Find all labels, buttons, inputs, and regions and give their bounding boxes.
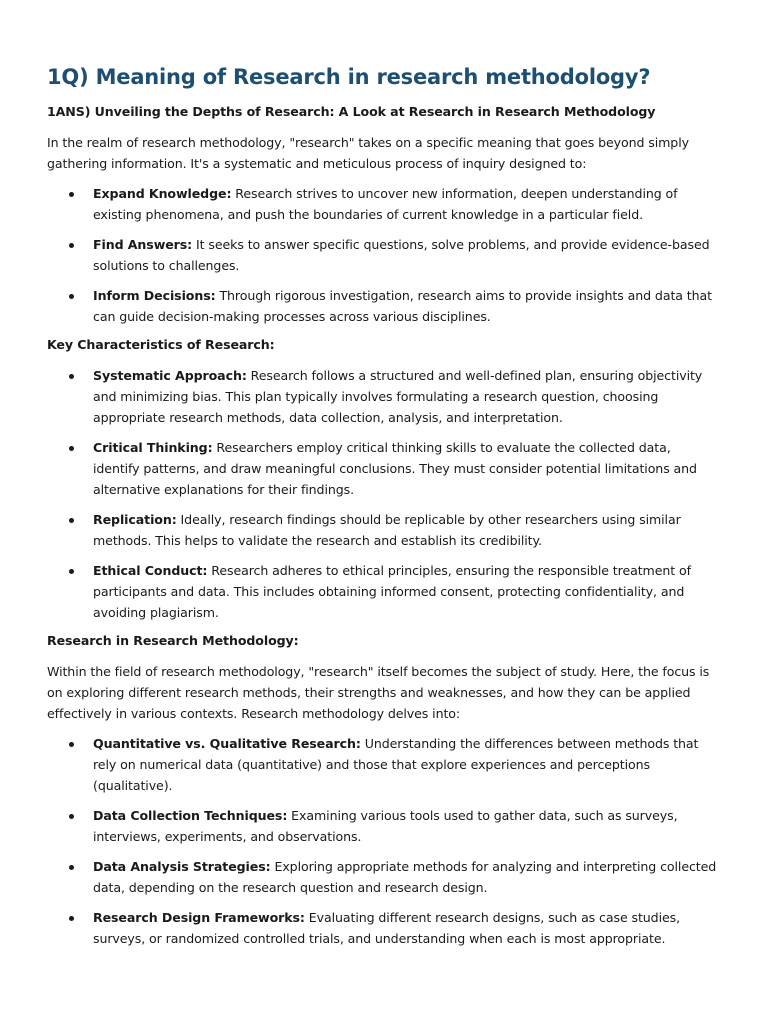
bullet-icon — [69, 742, 74, 747]
list-item — [47, 437, 720, 500]
section-heading: Key Characteristics of Research: — [47, 337, 275, 353]
list-item-term: Data Analysis Strategies: — [93, 858, 271, 874]
bullet-icon — [69, 243, 74, 248]
list-item-text: Research strives to uncover new information, deepen understanding of existing phenomena, and push the boundaries of current knowledge in a particular field. — [93, 186, 678, 223]
characteristics-list — [47, 365, 720, 623]
list-item-term: Critical Thinking: — [93, 440, 213, 456]
bullet-icon — [69, 446, 74, 451]
bullet-icon — [69, 814, 74, 819]
list-item — [47, 733, 720, 796]
page-title: 1Q) Meaning of Research in research methodology? — [47, 65, 651, 89]
list-item-term: Quantitative vs. Qualitative Research: — [93, 735, 361, 751]
bullet-icon — [69, 374, 74, 379]
bullet-icon — [69, 569, 74, 574]
answer-title: 1ANS) Unveiling the Depths of Research: A Look at Research in Research Methodology — [47, 104, 656, 120]
list-item — [47, 509, 720, 551]
list-item-text: Examining various tools used to gather data, such as surveys, interviews, experiments, and observations. — [93, 807, 678, 844]
bullet-icon — [69, 916, 74, 921]
list-item-term: Inform Decisions: — [93, 288, 216, 304]
section-heading: Research in Research Methodology: — [47, 633, 299, 649]
bullet-icon — [69, 865, 74, 870]
list-item-term: Ethical Conduct: — [93, 563, 208, 579]
list-item-term: Data Collection Techniques: — [93, 807, 288, 823]
list-item-text: Evaluating different research designs, such as case studies, surveys, or randomized controlled trials, and understanding when each is most appropriate. — [93, 909, 680, 946]
list-item — [47, 805, 720, 847]
list-item-text: Exploring appropriate methods for analyzing and interpreting collected data, depending on the research question and research design. — [93, 858, 717, 895]
list-item-term: Research Design Frameworks: — [93, 909, 305, 925]
bullet-icon — [69, 192, 74, 197]
list-item-text: Understanding the differences between methods that rely on numerical data (quantitative) and those that explore experiences and perceptions (qualitative). — [93, 735, 699, 793]
bullet-icon — [69, 294, 74, 299]
list-item-term: Systematic Approach: — [93, 368, 247, 384]
purposes-list — [47, 183, 720, 327]
list-item — [47, 183, 720, 225]
methodology-paragraph: Within the field of research methodology, "research" itself becomes the subject of study. Here, the focus is on exploring different research methods, their strengths and weaknesses, and how they can be applied effectively in various contexts. Research methodology delves into: — [47, 663, 710, 721]
list-item-text: It seeks to answer specific questions, solve problems, and provide evidence-based solutions to challenges. — [93, 237, 710, 274]
list-item — [47, 285, 720, 327]
intro-paragraph: In the realm of research methodology, "research" takes on a specific meaning that goes beyond simply gathering information. It's a systematic and meticulous process of inquiry designed to: — [47, 135, 689, 172]
list-item-text: Ideally, research findings should be replicable by other researchers using similar methods. This helps to validate the research and establish its credibility. — [93, 512, 681, 549]
list-item-text: Through rigorous investigation, research aims to provide insights and data that can guide decision-making processes across various disciplines. — [93, 288, 712, 325]
list-item-term: Expand Knowledge: — [93, 186, 232, 202]
list-item — [47, 856, 720, 898]
list-item-text: Research adheres to ethical principles, ensuring the responsible treatment of participants and data. This includes obtaining informed consent, protecting confidentiality, and avoiding plagiarism. — [93, 563, 691, 621]
list-item — [47, 907, 720, 949]
list-item-term: Replication: — [93, 512, 177, 528]
list-item — [47, 365, 720, 428]
list-item — [47, 560, 720, 623]
list-item-term: Find Answers: — [93, 237, 193, 253]
methodology-list — [47, 733, 720, 949]
list-item — [47, 234, 720, 276]
list-item-text: Research follows a structured and well-defined plan, ensuring objectivity and minimizing bias. This plan typically involves formulating a research question, choosing appropriate research methods, data collection, analysis, and interpretation. — [93, 368, 703, 426]
list-item-text: Researchers employ critical thinking skills to evaluate the collected data, identify patterns, and draw meaningful conclusions. They must consider potential limitations and alternative explanations for their findings. — [93, 440, 697, 498]
bullet-icon — [69, 518, 74, 523]
